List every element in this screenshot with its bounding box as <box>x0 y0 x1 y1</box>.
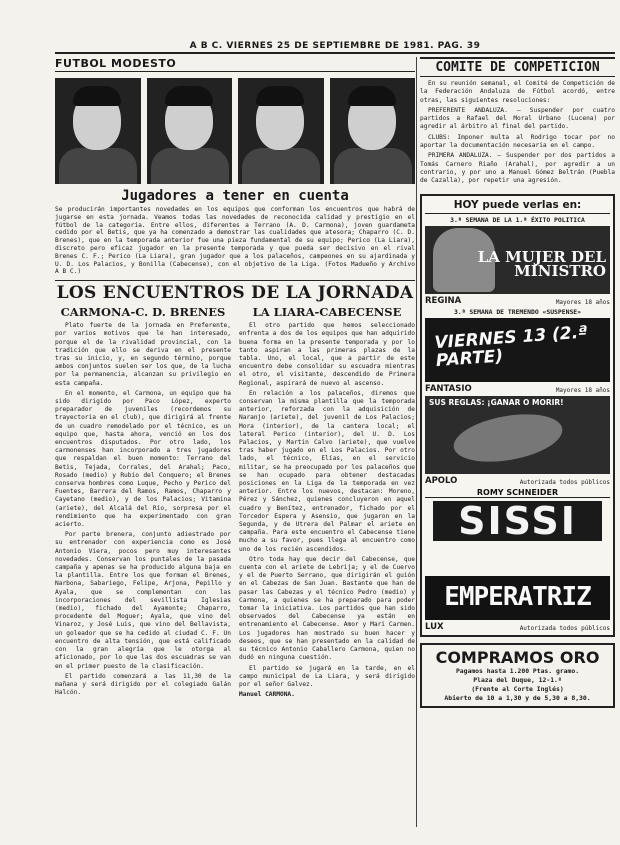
gold-ad-line: Abierto de 10 a 1,30 y de 5,30 a 8,30. <box>444 693 591 702</box>
article-paragraph: El partido comenzará a las 11,30 de la mañana y será dirigido por el colegiado Galán Halcón. <box>55 672 231 697</box>
lux-star: ROMY SCHNEIDER <box>425 488 610 498</box>
regina-note: Mayores 18 años <box>555 298 610 306</box>
lux-poster-title: SISSI <box>433 501 602 541</box>
player-photo-1 <box>55 78 141 184</box>
article-carmona <box>55 305 231 698</box>
article-paragraph: En relación a los palaceños, diremos que conservan la misma plantilla que la temporada anterior, reforzada con la adquisición de Naranjo (ariete), del juvenil de Los Palacios; Mora (interior), de la cantera local; el lateral Perico (interior), del U. D. Los Palacios, y Martin Calvo (ariete), que vuelve tras haber jugado en el Los Palacios. Por otro lado, el técnico, Elías, en el servicio militar, se ha preocupado por los palaceños que se han ocupado para obtener destacadas posiciones en la Liga de la temporada en vez anterior. Entre los nuevos, destacan: Moreno, Pérez y Sánchez, quienes concluyeron en aquel cuadro y Benítez, entrenador, fichado por el Torcedor Espera y Asensio, que jugaron en la Segunda, y de Utrera del Palmar el ariete en campaña. Para este encuentro el Cabecense tiene mucho a su favor, pues llega al encuentro como uno de los recién ascendidos. <box>239 389 415 553</box>
section-label: FUTBOL MODESTO <box>55 57 415 72</box>
fantasio-week: 3.ª SEMANA DE TREMENDO «SUSPENSE» <box>454 307 581 316</box>
photo-headline: Jugadores a tener en cuenta <box>121 188 349 204</box>
comite-paragraph: PRIMERA ANDALUZA. — Suspender por dos partidos a Tomás Carnero Riaño (Arahal), por agredir a un contrario, y por uno a Manuel Gómez Beltrán (Puebla de Cazalla), por repetir una agresión. <box>420 152 615 185</box>
comite-paragraph: CLUBS: Imponer multa al Rodrigo tocar por no aportar la documentación necesaria en el campo. <box>420 133 615 150</box>
article-paragraph: Otro toda hay que decir del Cabecense, que cuenta con el ariete de Lebrija; y el de Cuervo y el de Puerto Serrano, que dirigirán el guión en el Cabezas de San Juan. Bastante que han de pasar las Cabezas y el técnico Pedro (medio) y Carmona, a quienes se ha preparado para poder tomar la iniciativa. Los partidos que han sido observados del Cabecense ya están en entrenamiento el Cabecense. Amor y Mari Carmen. Los jugadores han mostrado su buen hacer y deseos, que se han presentado en la calidad de su técnico Antonio Caballero Carmona, quien no dudó en ninguna cuestión. <box>239 555 415 662</box>
column-divider <box>416 57 417 827</box>
player-photo-3 <box>238 78 324 184</box>
fantasio-poster-title: VIERNES 13 (2.ª PARTE) <box>433 322 589 371</box>
apolo-poster-line: SUS REGLAS: ¡GANAR O MORIR! <box>429 397 564 407</box>
article-paragraph: Por parte brenera, conjunto adiestrado por su entrenador con experiencia como es José Antonio Viera, pocos pero muy interesantes novedades. Conservan los puntales de la pasada campaña y apenas se ha producido alguna baja en la plantilla. Entre los que forman el Brenes, Narbona, Sabariego, Felipe, Arjona, Pepillo y Ayala, que se complementan con las incorporaciones del sevillista Iglesias (medio), fichado del Ayamonte; Chaparro, procedente del Moguer; Ayala, que vino del Vinaroz, y José Luis, que vino del Bellavista, un goleador que se ha cedido al ciudad C. F. Un encuentro de alta tensión, que está calificado con la gran alegría que le otorga al aficionado, por lo que las dos escuadras se van en el primer puesto de la clasificación. <box>55 531 231 670</box>
article-title: LA LIARA-CABECENSE <box>252 305 402 320</box>
regina-week: 3.ª SEMANA DE LA 1.ª ÉXITO POLITICA <box>450 215 585 224</box>
player-photos <box>55 78 415 184</box>
article-liara <box>239 305 415 698</box>
main-headline: LOS ENCUENTROS DE LA JORNADA <box>55 280 415 303</box>
lux-poster <box>425 488 610 574</box>
comite-paragraph: En su reunión semanal, el Comité de Competición de la Federación Andaluza de Fútbol acordó, entre otras, las siguientes resoluciones: <box>420 80 615 104</box>
gold-ad <box>420 643 615 708</box>
comite-body <box>420 80 615 186</box>
apolo-note: Autorizada todos públicos <box>519 478 610 486</box>
apolo-poster <box>425 396 610 474</box>
article-signature: Manuel CARMONA. <box>239 691 295 699</box>
gold-ad-line: Pagamos hasta 1.200 Ptas. gramo. <box>455 666 580 675</box>
fantasio-note: Mayores 18 años <box>555 386 610 394</box>
regina-poster <box>425 226 610 294</box>
lux-poster-2 <box>425 576 610 620</box>
lux-note: Autorizada todos públicos <box>519 624 610 632</box>
gold-ad-title: COMPRAMOS ORO <box>435 647 600 667</box>
apolo-name: APOLO <box>425 475 458 486</box>
comite-title: COMITE DE COMPETICION <box>420 57 615 77</box>
header-rule <box>55 52 615 54</box>
regina-row <box>425 296 610 306</box>
regina-name: REGINA <box>425 295 462 306</box>
player-photo-4 <box>330 78 416 184</box>
gold-ad-line: (Frente al Corte Inglés) <box>471 684 564 693</box>
article-title: CARMONA-C. D. BRENES <box>60 305 226 320</box>
article-paragraph: El otro partido que hemos seleccionado enfrenta a dos de los equipos que han adquirido buena forma en la presente temporada y por lo tanto aspiran a las primeras plazas de la tabla. Uno, el local, que a partir de este encuentro debe consolidar su escuadra mientras el otro, el visitante, descendido de Primera Regional, aspirará de nuevo al ascenso. <box>239 322 415 387</box>
article-paragraph: En el momento, el Carmona, un equipo que ha sido dirigido por Paco López, experto preparador de juveniles (recordemos su trayectoria en el club), que dirigirá al frente de un cuadro remodelado por el técnico, es un equipo que, hasta ahora, venció en los dos encuentros disputados. Por otro lado, los carmonenses han incorporado a tres jugadores que respaldan el buen momento: Terrano del Betis, Tejada, Corrales, del Arahal; Paco, Rosado (medio) y Rubio del Conquero; el Brenes conserva hombres como Luque, Pecho y Perico del Fuentes, Barrera del Ramos, Ramos, Chaparro y Cayetano (medio), y de los Palacios; Vitamina (ariete), del Alcalá del Río, sorpresa por el rendimiento que ha experimentado con gran acierto. <box>55 389 231 529</box>
cinema-ad <box>420 194 615 637</box>
comite-paragraph: PREFERENTE ANDALUZA. — Suspender por cuatro partidos a Rafael del Moral Urbano (Lucena) por agredir al árbitro al final del partido. <box>420 106 615 131</box>
cinema-header: HOY puede verlas en: <box>425 199 610 214</box>
regina-poster-title: LA MUJER DEL MINISTRO <box>477 247 606 280</box>
photo-caption: Se producirán importantes novedades en los equipos que conforman los encuentros que habrá de jugarse en esta jornada. Veamos todas las novedades de reconocida calidad y prestigio en el fútbol de la categoría. Entre ellos, diferentes a Terrano (A. D. Carmona), joven guardameta cedido por el Betis, que ya ha comenzado a demostrar las cualidades que atesora; Chaparro (C. D. Brenes), que en la temporada anterior fue una pieza fundamental de su equipo; Perico (La Liara), discreto pero eficaz jugador en la presente temporada y que pueda ser decisivo en el rival Brenes C. F.; Perico (La Liara), gran jugador que a los palaceños, campeones en su ajardinada y U. D. Los Palacios, y Bonilla (Cabecense), con el objetivo de la Liga. (Fotos Madueño y Archivo A B C.) <box>55 206 415 276</box>
article-paragraph: El partido se jugará en la tarde, en el campo municipal de La Liara, y será dirigido por el señor Galvez. <box>239 664 415 688</box>
apolo-row <box>425 476 610 486</box>
fantasio-name: FANTASIO <box>425 383 472 394</box>
player-photo-2 <box>147 78 233 184</box>
articles <box>55 305 415 698</box>
page-header: A B C. VIERNES 25 DE SEPTIEMBRE DE 1981. PAG. 39 <box>189 41 481 51</box>
lux-name: LUX <box>425 621 444 632</box>
gold-ad-line: Plaza del Duque, 12-1.º <box>473 675 562 684</box>
lux-poster-title-2: EMPERATRIZ <box>444 581 591 612</box>
side-column <box>420 57 615 827</box>
main-column <box>55 57 415 827</box>
fantasio-row <box>425 384 610 394</box>
fantasio-poster <box>425 318 610 382</box>
lux-row <box>425 622 610 632</box>
apolo-poster-image <box>450 406 566 468</box>
article-paragraph: Plato fuerte de la jornada en Preferente, por varios motivos que le han interesado, porque el de la rivalidad provincial, con la tradición que ello se deriva en el presente tras su inicio, y, en segundo término, porque ambos conjuntos suelen ser los que, de la lucha por la permanencia, alcanzan su privilegio en esta campaña. <box>55 322 231 387</box>
